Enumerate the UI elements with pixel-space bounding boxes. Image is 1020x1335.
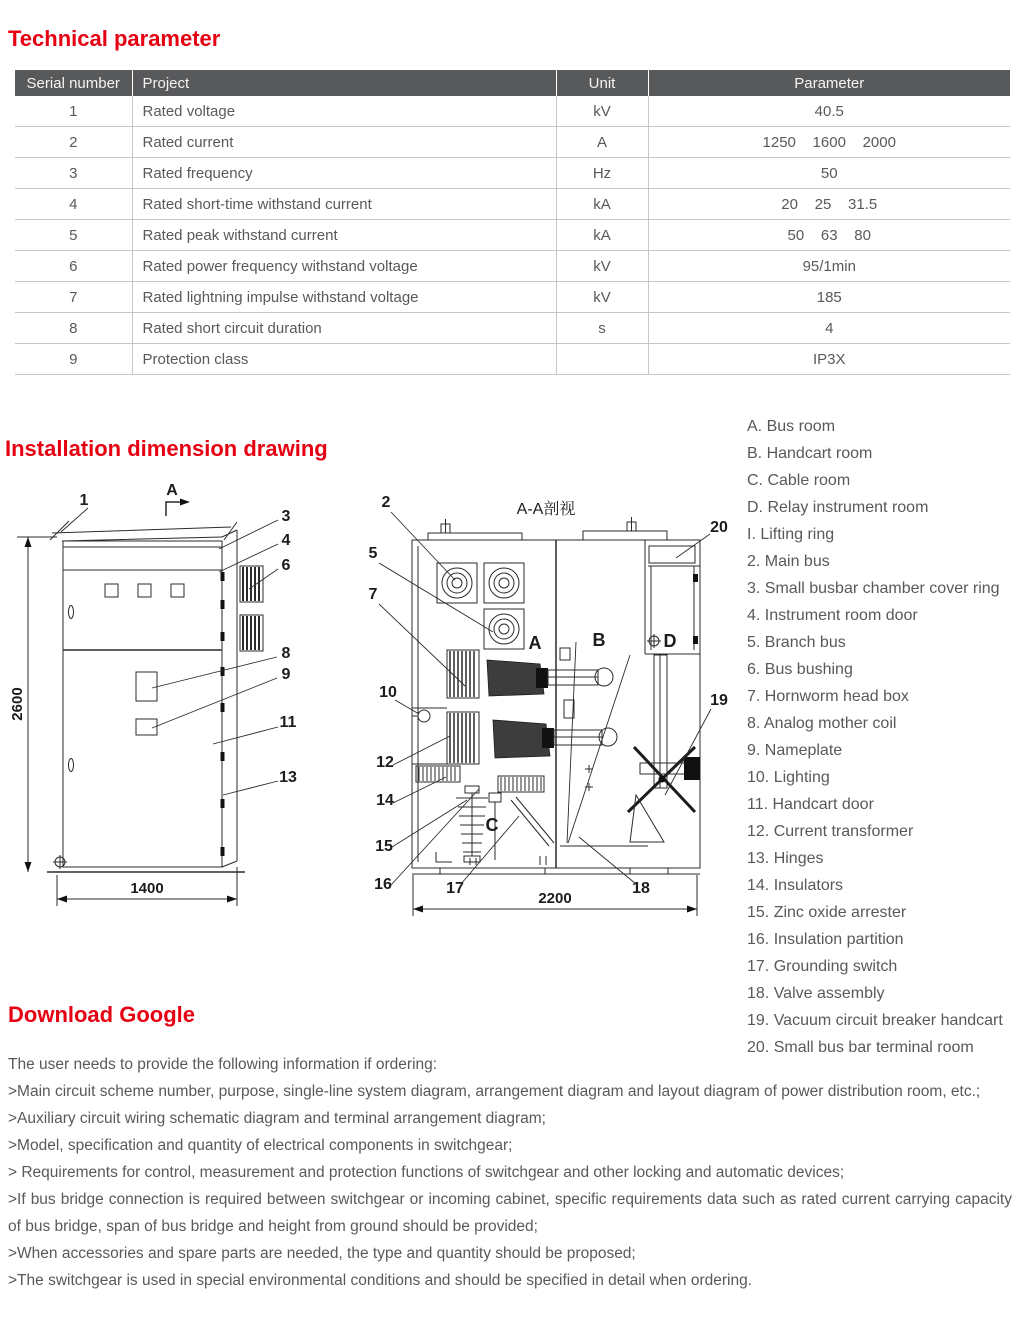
cell-project: Rated short circuit duration [132,313,556,344]
anchor-symbol [647,634,661,648]
ordering-info [8,1051,1012,1294]
ordering-paragraph: >The switchgear is used in special environmental conditions and should be specified in detail when ordering. [8,1272,753,1289]
legend-item: 18. Valve assembly [747,985,885,1002]
table-row [15,189,1010,220]
legend-item: 20. Small bus bar terminal room [747,1039,974,1056]
table-row [15,251,1010,282]
legend-item: 3. Small busbar chamber cover ring [747,580,1000,597]
table-row [15,127,1010,158]
callout-20: 20 [710,519,728,536]
cell-unit: kV [556,96,648,127]
callout-6: 6 [281,557,291,574]
legend-item: I. Lifting ring [747,526,835,543]
section-view-a-a [369,494,728,916]
bus-bushing-blocks [240,566,263,651]
cell-project: Protection class [132,344,556,375]
drawing-legend [747,413,1017,1061]
table-row [15,344,1010,375]
table-row [15,96,1010,127]
callout-13: 13 [279,769,297,786]
header-parameter: Parameter [648,70,1010,96]
cell-parameter: 20 25 31.5 [648,189,1010,220]
legend-item: 12. Current transformer [747,823,914,840]
table-row [15,282,1010,313]
legend-item: A. Bus room [747,418,836,435]
legend-item: 11. Handcart door [747,796,874,813]
callout-15: 15 [375,838,393,855]
legend-item: C. Cable room [747,472,851,489]
callout-14: 14 [376,792,394,809]
room-label-b: B [592,630,606,650]
installation-dimension-drawing [0,470,745,970]
cell-project: Rated power frequency withstand voltage [132,251,556,282]
cell-serial: 2 [15,127,132,158]
ordering-paragraph: >When accessories and spare parts are needed, the type and quantity should be proposed; [8,1245,636,1262]
cell-parameter: IP3X [648,344,1010,375]
callout-17: 17 [446,880,464,897]
ordering-paragraph: >Auxiliary circuit wiring schematic diagram and terminal arrangement diagram; [8,1110,546,1127]
svg-text:A: A [166,482,178,499]
legend-item: 14. Insulators [747,877,844,894]
cell-project: Rated frequency [132,158,556,189]
download-google-heading: Download Google [8,1002,195,1027]
cell-serial: 3 [15,158,132,189]
front-view-callouts [61,492,297,795]
cell-unit: A [556,127,648,158]
callout-5: 5 [368,545,378,562]
legend-item: 13. Hinges [747,850,824,867]
section-mark-a [166,482,190,516]
dimension-1400 [57,867,237,906]
svg-text:2600: 2600 [9,687,26,721]
legend-item: 10. Lighting [747,769,830,786]
cell-unit: s [556,313,648,344]
legend-item: 6. Bus bushing [747,661,853,678]
legend-item: 4. Instrument room door [747,607,918,624]
table-row [15,158,1010,189]
cell-parameter: 185 [648,282,1010,313]
callout-7: 7 [368,586,378,603]
legend-item: 2. Main bus [747,553,830,570]
cell-parameter: 95/1min [648,251,1010,282]
legend-item: 15. Zinc oxide arrester [747,904,907,921]
ordering-paragraph: The user needs to provide the following information if ordering: [8,1056,438,1073]
legend-item: 5. Branch bus [747,634,846,651]
table-row [15,220,1010,251]
callout-16: 16 [374,876,392,893]
cell-unit: kV [556,251,648,282]
room-label-d: D [663,631,677,651]
cell-project: Rated current [132,127,556,158]
cell-serial: 6 [15,251,132,282]
callout-12: 12 [376,754,394,771]
legend-item: 17. Grounding switch [747,958,898,975]
installation-dimension-heading: Installation dimension drawing [5,436,328,461]
ordering-paragraph: >If bus bridge connection is required between switchgear or incoming cabinet, specific requirements data such as rated current carrying capacity of bus bridge, span of bus bridge and height from ground should be provided; [8,1191,1012,1235]
legend-item: D. Relay instrument room [747,499,929,516]
svg-text:1400: 1400 [130,880,164,897]
legend-item: 19. Vacuum circuit breaker handcart [747,1012,1003,1029]
header-project: Project [132,70,556,96]
cell-serial: 9 [15,344,132,375]
cell-serial: 7 [15,282,132,313]
breaker-pole-bushings [487,642,630,843]
vacuum-breaker-handcart [560,655,700,846]
cell-unit: kA [556,220,648,251]
callout-8: 8 [281,645,291,662]
technical-parameter-table [15,70,1010,375]
ordering-paragraph: >Main circuit scheme number, purpose, single-line system diagram, arrangement diagram and layout diagram of power distribution room, etc.; [8,1083,981,1100]
ordering-paragraph: >Model, specification and quantity of electrical components in switchgear; [8,1137,513,1154]
legend-item: 8. Analog mother coil [747,715,897,732]
callout-2: 2 [381,494,391,511]
callout-18: 18 [632,880,650,897]
cabinet-front-view [9,482,297,906]
legend-item: 7. Hornworm head box [747,688,909,705]
cell-parameter: 50 63 80 [648,220,1010,251]
cell-serial: 8 [15,313,132,344]
table-header-row [15,70,1010,96]
callout-3: 3 [281,508,291,525]
callout-4: 4 [281,532,291,549]
header-serial-number: Serial number [15,70,132,96]
cell-serial: 4 [15,189,132,220]
legend-item: B. Handcart room [747,445,873,462]
legend-item: 9. Nameplate [747,742,843,759]
cell-project: Rated short-time withstand current [132,189,556,220]
cell-parameter: 40.5 [648,96,1010,127]
legend-item: 16. Insulation partition [747,931,904,948]
technical-parameter-heading: Technical parameter [8,26,221,51]
room-label-c: C [485,815,499,835]
cell-project: Rated lightning impulse withstand voltage [132,282,556,313]
section-view-title: A-A剖视 [516,501,576,518]
callout-10: 10 [379,684,397,701]
cell-project: Rated voltage [132,96,556,127]
cell-unit: kV [556,282,648,313]
callout-1: 1 [79,492,89,509]
cell-project: Rated peak withstand current [132,220,556,251]
callout-9: 9 [281,666,291,683]
cell-parameter: 50 [648,158,1010,189]
callout-11: 11 [279,714,297,731]
cell-unit: kA [556,189,648,220]
cell-parameter: 4 [648,313,1010,344]
cell-parameter: 1250 1600 2000 [648,127,1010,158]
ordering-paragraph: > Requirements for control, measurement and protection functions of switchgear and other locking and automatic devices; [8,1164,845,1181]
room-label-a: A [528,633,542,653]
cell-unit: Hz [556,158,648,189]
cell-serial: 5 [15,220,132,251]
callout-19: 19 [710,692,728,709]
table-row [15,313,1010,344]
header-unit: Unit [556,70,648,96]
cell-unit [556,344,648,375]
dimension-2600 [9,537,57,872]
svg-text:2200: 2200 [538,890,572,907]
cell-serial: 1 [15,96,132,127]
